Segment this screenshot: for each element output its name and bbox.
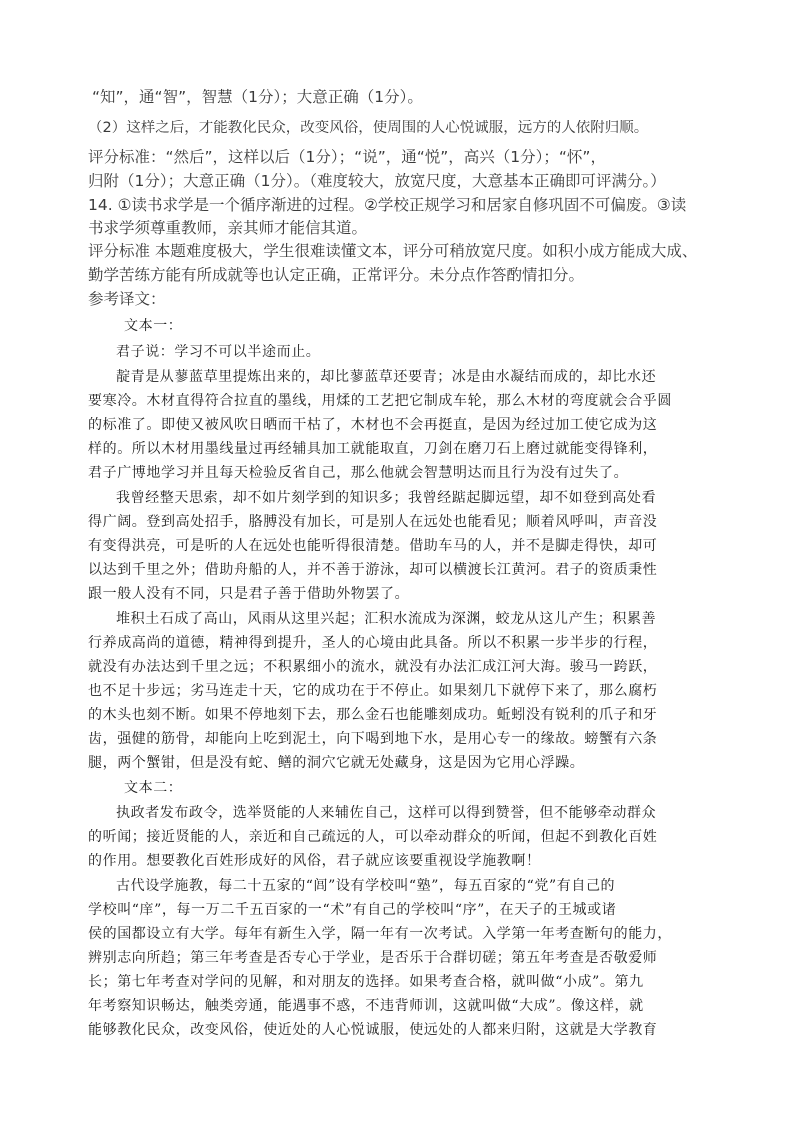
- text1-line: 齿，强健的筋骨，却能向上吃到泥土，向下喝到地下水，是用心专一的缘故。螃蟹有六条: [88, 731, 658, 747]
- answer-q13-1-note: “知”，通“智”，智慧（1分）；大意正确（1分）。: [92, 88, 423, 106]
- reference-translation-heading: 参考译文：: [88, 290, 166, 308]
- text2-heading: 文本二：: [124, 780, 183, 796]
- text1-line: 就没有办法达到千里之远；不积累细小的流水，就没有办法汇成江河大海。骏马一跨跃，: [88, 659, 658, 675]
- text1-line: 得广阔。登到高处招手，胳膊没有加长，可是别人在远处也能看见；顺着风呼叫，声音没: [88, 514, 658, 530]
- answer-q13-2: （2）这样之后，才能教化民众，改变风俗，使周围的人心悦诚服，远方的人依附归顺。: [88, 120, 649, 136]
- text2-line: 的听闻；接近贤能的人，亲近和自己疏远的人，可以牵动群众的听闻，但起不到教化百姓: [88, 829, 658, 845]
- answer-q14-line-1: 14. ①读书求学是一个循序渐进的过程。②学校正规学习和居家自修巩固不可偏废。③读: [88, 196, 687, 214]
- text1-line: 以达到千里之外；借助舟船的人，并不善于游泳，却可以横渡长江黄河。君子的资质秉性: [88, 562, 658, 578]
- text1-line: 我曾经整天思索，却不如片刻学到的知识多；我曾经踮起脚远望，却不如登到高处看: [116, 490, 657, 506]
- text1-line: 君子广博地学习并且每天检验反省自己，那么他就会智慧明达而且行为没有过失了。: [88, 465, 629, 481]
- answer-q14-line-2: 书求学须尊重教师，亲其师才能信其道。: [88, 219, 368, 237]
- text1-line: 靛青是从蓼蓝草里提炼出来的，却比蓼蓝草还要青；冰是由水凝结而成的，却比水还: [116, 369, 657, 385]
- text1-line: 要寒冷。木材直得符合拉直的墨线，用煣的工艺把它制成车轮，那么木材的弯度就会合乎圆: [88, 393, 672, 409]
- text1-line: 君子说：学习不可以半途而止。: [116, 344, 321, 360]
- text2-line: 能够教化民众，改变风俗，使近处的人心悦诚服，使远处的人都来归附，这就是大学教育: [88, 1022, 658, 1038]
- text1-line: 跟一般人没有不同，只是君子善于借助外物罢了。: [88, 586, 410, 602]
- text2-line: 古代设学施教，每二十五家的“闾”设有学校叫“塾”，每五百家的“党”有自己的: [116, 878, 616, 894]
- text2-line: 的作用。想要教化百姓形成好的风俗，君子就应该要重视设学施教啊！: [88, 853, 541, 869]
- text1-line: 也不足十步远；劣马连走十天，它的成功在于不停止。如果刻几下就停下来了，那么腐朽: [88, 683, 658, 699]
- text1-line: 行养成高尚的道德，精神得到提升，圣人的心境由此具备。所以不积累一步半步的行程，: [88, 635, 658, 651]
- text2-line: 辨别志向所趋；第三年考查是否专心于学业，是否乐于合群切磋；第五年考查是否敬爱师: [88, 950, 658, 966]
- text2-line: 学校叫“庠”，每一万二千五百家的一“术”有自己的学校叫“序”，在天子的王城或诸: [88, 902, 617, 918]
- text1-line: 样的。所以木材用墨线量过再经辅具加工就能取直，刀剑在磨刀石上磨过就能变得锋利，: [88, 441, 658, 457]
- text2-line: 长；第七年考查对学问的见解，和对朋友的选择。如果考查合格，就叫做“小成”。第九: [88, 974, 644, 990]
- text2-line: 侯的国都设立有大学。每年有新生入学，隔一年有一次考试。入学第一年考查断句的能力，: [88, 926, 672, 942]
- text1-line: 有变得洪亮，可是听的人在远处也能听得很清楚。借助车马的人，并不是脚走得快，却可: [88, 538, 658, 554]
- text1-line: 腿，两个蟹钳，但是没有蛇、鳝的洞穴它就无处藏身，这是因为它用心浮躁。: [88, 755, 585, 771]
- text1-line: 的木头也刻不断。如果不停地刻下去，那么金石也能雕刻成功。蚯蚓没有锐利的爪子和牙: [88, 707, 658, 723]
- answer-q14-criteria-line-2: 勤学苦练方能有所成就等也认定正确，正常评分。未分点作答酌情扣分。: [88, 266, 585, 284]
- answer-q14-criteria-line-1: 评分标准 本题难度极大，学生很难读懂文本，评分可稍放宽尺度。如积小成方能成大成、: [88, 242, 698, 260]
- text2-line: 执政者发布政令，选举贤能的人来辅佐自己，这样可以得到赞誉，但不能够牵动群众: [116, 805, 657, 821]
- text2-line: 年考察知识畅达，触类旁通，能遇事不惑，不违背师训，这就叫做“大成”。像这样，就: [88, 998, 644, 1014]
- text1-line: 的标准了。即使又被风吹日晒而干枯了，木材也不会再挺直，是因为经过加工使它成为这: [88, 417, 658, 433]
- text1-heading: 文本一：: [124, 318, 183, 334]
- text1-line: 堆积土石成了高山，风雨从这里兴起；汇积水流成为深渊，蛟龙从这儿产生；积累善: [116, 611, 657, 627]
- answer-q13-2-criteria-line-2: 归附（1分）；大意正确（1分）。（难度较大，放宽尺度，大意基本正确即可评满分。）: [88, 172, 666, 190]
- answer-q13-2-criteria-line-1: 评分标准：“然后”，这样以后（1分）；“说”，通“悦”，高兴（1分）；“怀”，: [88, 148, 606, 166]
